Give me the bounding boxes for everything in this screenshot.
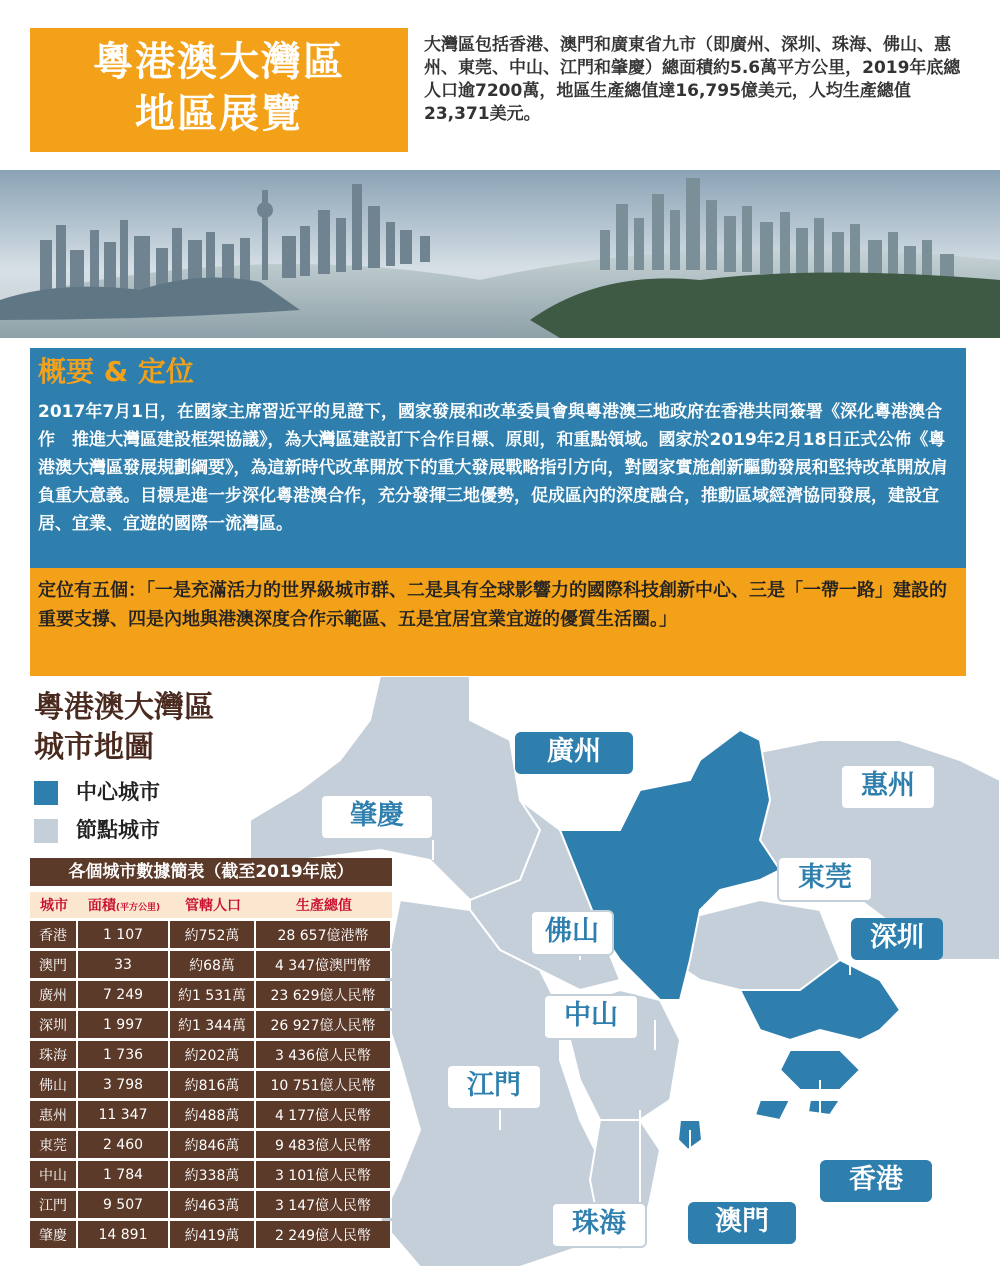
legend-item-center	[34, 776, 160, 806]
city-data-table	[30, 858, 392, 1251]
cell-population: 約419萬	[170, 1221, 256, 1248]
table-row	[30, 1101, 392, 1128]
legend-item-node	[34, 814, 160, 844]
cell-gdp: 3 147億人民幣	[256, 1191, 392, 1218]
table-row	[30, 1041, 392, 1068]
cell-area: 1 736	[78, 1041, 170, 1068]
header-population: 管轄人口	[170, 892, 256, 918]
cell-population: 約338萬	[170, 1161, 256, 1188]
map-title	[34, 688, 214, 768]
legend-swatch-center	[34, 781, 58, 805]
page-title-line2: 地區展覽	[135, 91, 303, 137]
city-label-hongkong: 香港	[820, 1160, 932, 1202]
table-row	[30, 951, 392, 978]
cell-city: 中山	[30, 1161, 78, 1188]
cell-population: 約202萬	[170, 1041, 256, 1068]
city-label-zhuhai: 珠海	[551, 1202, 647, 1248]
summary-body: 2017年7月1日，在國家主席習近平的見證下，國家發展和改革委員會與粵港澳三地政府在香港共同簽署《深化粵港澳合作 推進大灣區建設框架協議》，為大灣區建設訂下合作目標、原則，和重點領域。國家於2019年2月18日正式公佈《粵港澳大灣區發展規劃綱要》，為這新時代改革開放下的重大發展戰略指引方向，對國家實施創新驅動發展和堅持改革開放肩負重大意義。目標是進一步深化粵港澳合作，充分發揮三地優勢，促成區內的深度融合，推動區域經濟協同發展，建設宜居、宜業、宜遊的國際一流灣區。	[38, 402, 948, 534]
cell-city: 東莞	[30, 1131, 78, 1158]
header-gdp: 生產總值	[256, 892, 392, 918]
cell-population: 約488萬	[170, 1101, 256, 1128]
table-row	[30, 1011, 392, 1038]
cell-city: 肇慶	[30, 1221, 78, 1248]
cell-area: 7 249	[78, 981, 170, 1008]
cell-gdp: 4 347億澳門幣	[256, 951, 392, 978]
cell-city: 廣州	[30, 981, 78, 1008]
header-area-label: 面積	[87, 898, 116, 914]
table-title: 各個城市數據簡表（截至2019年底）	[30, 858, 392, 886]
cell-area: 33	[78, 951, 170, 978]
city-label-dongguan: 東莞	[777, 856, 873, 902]
cell-area: 1 107	[78, 921, 170, 948]
cell-city: 江門	[30, 1191, 78, 1218]
positioning-panel	[30, 568, 966, 676]
hongkong-region	[755, 1050, 860, 1120]
city-label-macau: 澳門	[688, 1202, 796, 1244]
skyline-banner	[0, 170, 1000, 338]
cell-area: 14 891	[78, 1221, 170, 1248]
table-row	[30, 1191, 392, 1218]
summary-heading: 概要 & 定位	[38, 355, 194, 388]
cell-area: 2 460	[78, 1131, 170, 1158]
city-label-zhongshan: 中山	[543, 994, 639, 1040]
cell-area: 11 347	[78, 1101, 170, 1128]
cell-population: 約846萬	[170, 1131, 256, 1158]
map-title-line2: 城市地圖	[34, 730, 154, 765]
city-label-foshan: 佛山	[530, 910, 614, 956]
cell-population: 約463萬	[170, 1191, 256, 1218]
map-title-line1: 粵港澳大灣區	[34, 690, 214, 725]
legend-swatch-node	[34, 819, 58, 843]
header-area	[78, 892, 170, 918]
table-row	[30, 1161, 392, 1188]
city-label-shenzhen: 深圳	[851, 918, 943, 960]
cell-city: 澳門	[30, 951, 78, 978]
table-row	[30, 921, 392, 948]
legend-label-node: 節點城市	[76, 818, 160, 842]
cell-area: 1 784	[78, 1161, 170, 1188]
cell-area: 1 997	[78, 1011, 170, 1038]
page-title-line1: 粵港澳大灣區	[93, 39, 345, 85]
cell-gdp: 2 249億人民幣	[256, 1221, 392, 1248]
cell-gdp: 26 927億人民幣	[256, 1011, 392, 1038]
table-row	[30, 1221, 392, 1248]
city-label-jiangmen: 江門	[446, 1064, 542, 1110]
table-header-row	[30, 892, 392, 918]
header-area-unit: (平方公里)	[115, 903, 161, 913]
city-label-huizhou: 惠州	[840, 764, 936, 810]
cell-population: 約1 344萬	[170, 1011, 256, 1038]
city-label-zhaoqing: 肇慶	[320, 794, 434, 840]
intro-text: 大灣區包括香港、澳門和廣東省九市（即廣州、深圳、珠海、佛山、惠州、東莞、中山、江門和肇慶）總面積約5.6萬平方公里，2019年底總人口逾7200萬，地區生產總值達16,795億美元，人均生產總值23,371美元。	[424, 35, 961, 124]
cell-city: 香港	[30, 921, 78, 948]
cell-city: 佛山	[30, 1071, 78, 1098]
cell-area: 9 507	[78, 1191, 170, 1218]
cell-city: 珠海	[30, 1041, 78, 1068]
cell-gdp: 28 657億港幣	[256, 921, 392, 948]
legend-label-center: 中心城市	[76, 780, 160, 804]
cell-gdp: 10 751億人民幣	[256, 1071, 392, 1098]
cell-city: 深圳	[30, 1011, 78, 1038]
summary-panel	[30, 348, 966, 568]
table-row	[30, 1071, 392, 1098]
title-box	[30, 28, 408, 152]
table-row	[30, 1131, 392, 1158]
cell-gdp: 23 629億人民幣	[256, 981, 392, 1008]
header-city: 城市	[30, 892, 78, 918]
cell-population: 約816萬	[170, 1071, 256, 1098]
cell-population: 約68萬	[170, 951, 256, 978]
cell-gdp: 9 483億人民幣	[256, 1131, 392, 1158]
city-label-guangzhou: 廣州	[515, 732, 633, 774]
cell-gdp: 4 177億人民幣	[256, 1101, 392, 1128]
cell-gdp: 3 101億人民幣	[256, 1161, 392, 1188]
cell-area: 3 798	[78, 1071, 170, 1098]
cell-population: 約752萬	[170, 921, 256, 948]
table-row	[30, 981, 392, 1008]
cell-gdp: 3 436億人民幣	[256, 1041, 392, 1068]
positioning-text: 定位有五個：「一是充滿活力的世界級城市群、二是具有全球影響力的國際科技創新中心、三是「一帶一路」建設的重要支撐、四是內地與港澳深度合作示範區、五是宜居宜業宜遊的優質生活圈。」	[38, 580, 947, 630]
cell-population: 約1 531萬	[170, 981, 256, 1008]
cell-city: 惠州	[30, 1101, 78, 1128]
